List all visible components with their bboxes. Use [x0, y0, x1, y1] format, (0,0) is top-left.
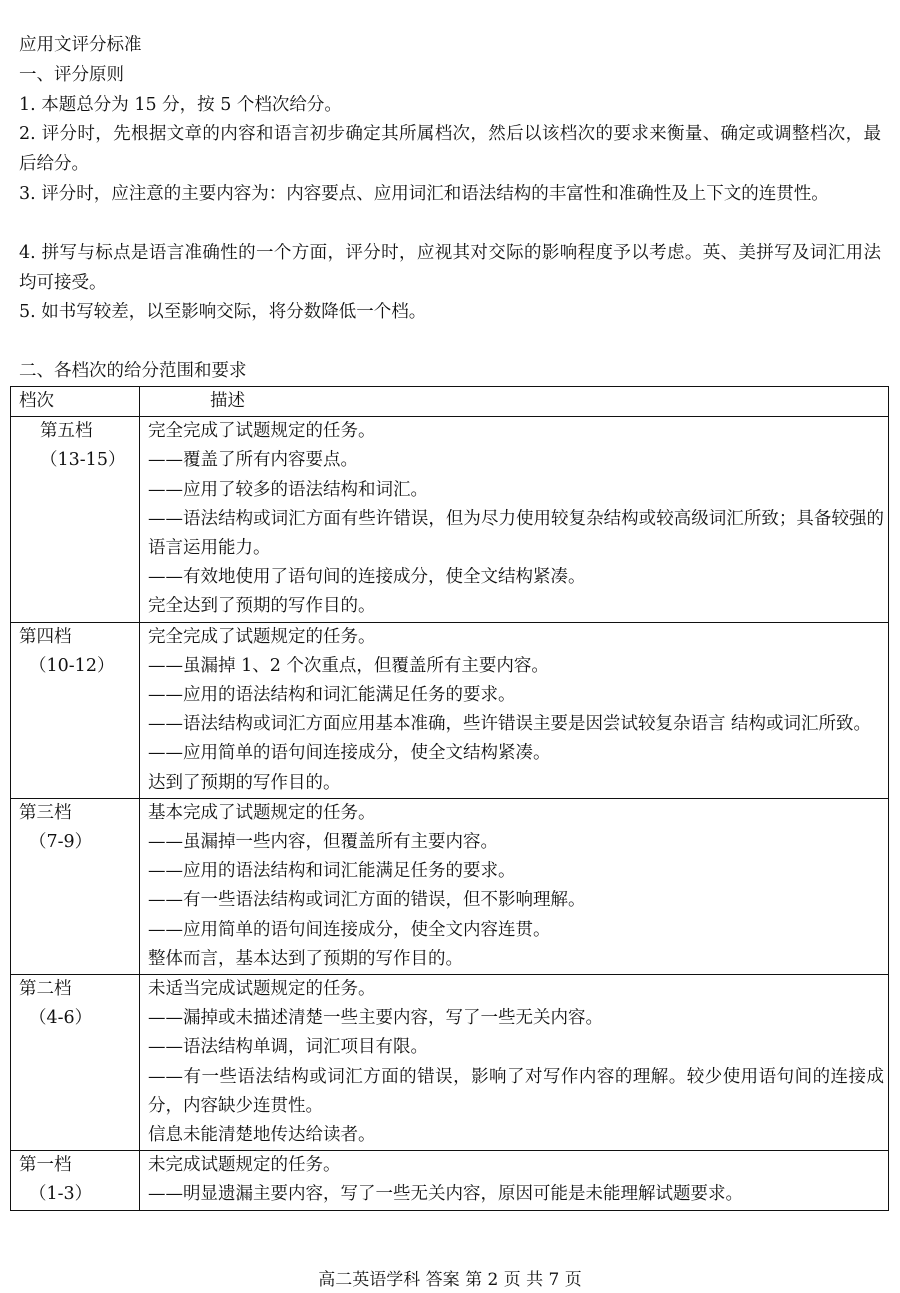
level-name: 第五档	[40, 421, 93, 442]
table-header-row	[11, 387, 889, 417]
description-line: ——应用的语法结构和词汇能满足任务的要求。	[148, 861, 516, 882]
level-cell	[11, 1151, 140, 1210]
description-line: ——语法结构单调，词汇项目有限。	[148, 1037, 428, 1058]
level-range: （4-6）	[29, 1008, 93, 1029]
description-line: 达到了预期的写作目的。	[148, 772, 341, 793]
level-range: （1-3）	[29, 1184, 93, 1205]
description-line: 完全达到了预期的写作目的。	[148, 596, 376, 617]
description-cell	[140, 417, 889, 622]
description-line: ——有效地使用了语句间的连接成分，使全文结构紧凑。	[148, 567, 586, 588]
description-line: ——虽漏掉 1、2 个次重点，但覆盖所有主要内容。	[148, 655, 549, 676]
description-line: ——语法结构或词汇方面有些许错误，但为尽力使用较复杂结构或较高级词汇所致；具备较强的语言运用能力。	[148, 508, 884, 559]
description-line: ——应用简单的语句间连接成分，使全文结构紧凑。	[148, 743, 551, 764]
description-line: 整体而言，基本达到了预期的写作目的。	[148, 948, 463, 969]
table-row	[11, 417, 889, 622]
description-line: ——语法结构或词汇方面应用基本准确，些许错误主要是因尝试较复杂语言 结构或词汇所致。	[148, 714, 872, 735]
column-header-description	[140, 387, 889, 417]
level-name: 第四档	[19, 626, 72, 647]
description-line: ——应用的语法结构和词汇能满足任务的要求。	[148, 685, 516, 706]
description-line: ——有一些语法结构或词汇方面的错误，但不影响理解。	[148, 890, 586, 911]
table-row	[11, 622, 889, 798]
table-row	[11, 1151, 889, 1210]
column-header-level: 档次	[11, 387, 140, 417]
level-name: 第一档	[19, 1155, 72, 1176]
level-cell	[11, 975, 140, 1151]
grading-table	[10, 386, 889, 1211]
description-line: ——虽漏掉一些内容，但覆盖所有主要内容。	[148, 832, 498, 853]
description-cell	[140, 975, 889, 1151]
description-line: ——有一些语法结构或词汇方面的错误，影响了对写作内容的理解。较少使用语句间的连接成分，内容缺少连贯性。	[148, 1066, 884, 1116]
description-line: 完全完成了试题规定的任务。	[148, 421, 376, 442]
description-line: ——应用了较多的语法结构和词汇。	[148, 479, 428, 500]
principle-item: 5. 如书写较差，以至影响交际，将分数降低一个档。	[19, 302, 427, 322]
description-cell	[140, 798, 889, 974]
description-line: 基本完成了试题规定的任务。	[148, 802, 376, 823]
description-line: ——覆盖了所有内容要点。	[148, 450, 358, 471]
principle-item: 1. 本题总分为 15 分，按 5 个档次给分。	[19, 95, 342, 115]
principle-item: 3. 评分时，应注意的主要内容为：内容要点、应用词汇和语法结构的丰富性和准确性及上下文的连贯性。	[19, 184, 829, 204]
level-cell	[11, 798, 140, 974]
section2-heading: 二、各档次的给分范围和要求	[19, 361, 247, 381]
description-line: 完全完成了试题规定的任务。	[148, 626, 376, 647]
table-row	[11, 798, 889, 974]
description-line: 未完成试题规定的任务。	[148, 1155, 341, 1176]
description-line: ——应用简单的语句间连接成分，使全文内容连贯。	[148, 919, 551, 940]
description-line: 未适当完成试题规定的任务。	[148, 979, 376, 1000]
description-line: ——漏掉或未描述清楚一些主要内容，写了一些无关内容。	[148, 1008, 603, 1029]
description-line: 信息未能清楚地传达给读者。	[148, 1125, 376, 1146]
description-line: ——明显遗漏主要内容，写了一些无关内容，原因可能是未能理解试题要求。	[148, 1184, 743, 1205]
level-cell	[11, 417, 140, 622]
description-cell	[140, 1151, 889, 1210]
level-range: （13-15）	[40, 450, 126, 471]
level-cell	[11, 622, 140, 798]
level-range: （10-12）	[29, 655, 115, 676]
column-header-description-label: 描述	[210, 391, 245, 411]
document-title: 应用文评分标准	[19, 35, 142, 55]
page-footer: 高二英语学科 答案 第 2 页 共 7 页	[318, 1270, 582, 1290]
level-name: 第三档	[19, 802, 72, 823]
principle-item: 4. 拼写与标点是语言准确性的一个方面，评分时，应视其对交际的影响程度予以考虑。英、美拼写及词汇用法均可接受。	[19, 243, 881, 293]
principle-item: 2. 评分时，先根据文章的内容和语言初步确定其所属档次，然后以该档次的要求来衡量、确定或调整档次，最后给分。	[19, 124, 881, 174]
level-name: 第二档	[19, 979, 72, 1000]
level-range: （7-9）	[29, 832, 93, 853]
table-row	[11, 975, 889, 1151]
description-cell	[140, 622, 889, 798]
section1-heading: 一、评分原则	[19, 65, 124, 85]
